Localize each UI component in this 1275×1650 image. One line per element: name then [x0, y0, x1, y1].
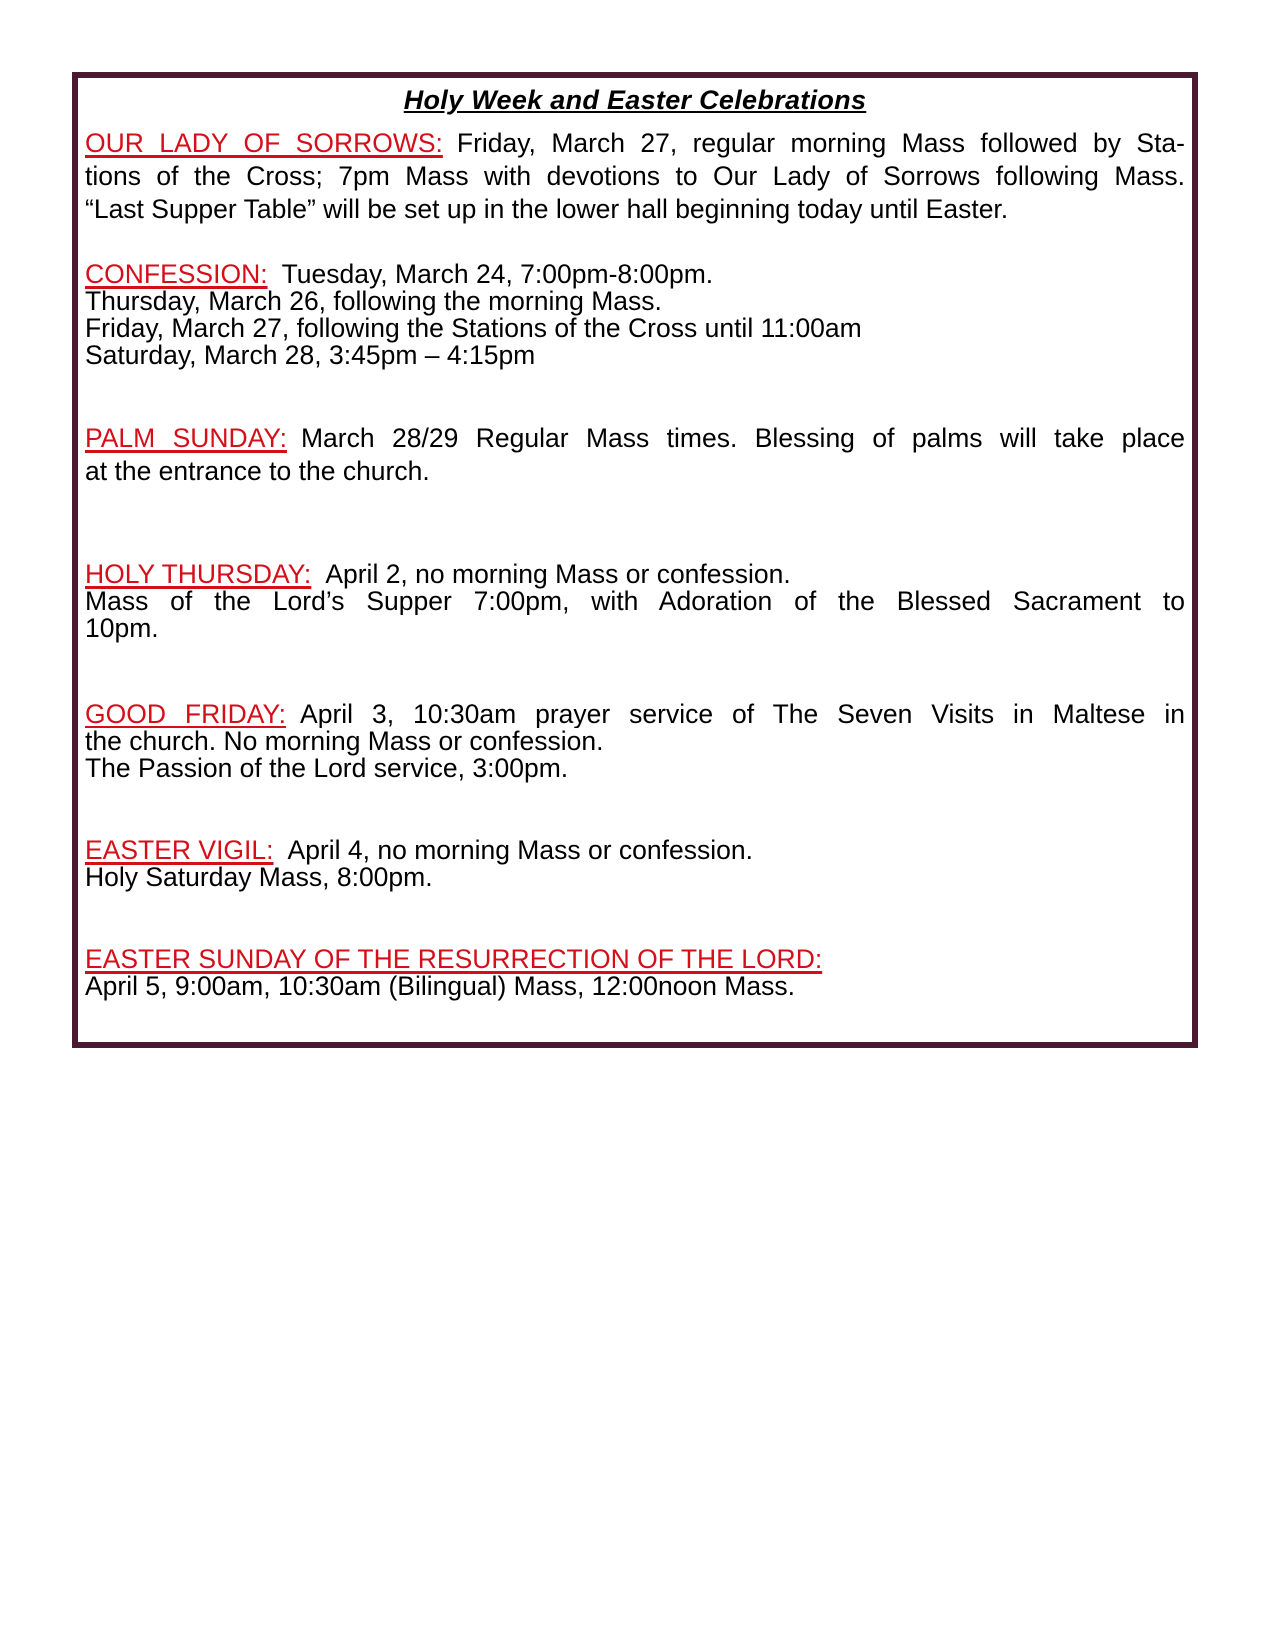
section-palm-sunday	[85, 422, 1185, 488]
section-line: April 5, 9:00am, 10:30am (Bilingual) Mass, 12:00noon Mass.	[85, 971, 795, 1001]
section-heading: PALM SUNDAY:	[85, 423, 287, 453]
section-heading: OUR LADY OF SORROWS:	[85, 128, 443, 158]
section-line: 10pm.	[85, 613, 159, 643]
section-easter-sunday	[85, 946, 1185, 1000]
section-confession	[85, 261, 1185, 369]
section-line	[85, 946, 1185, 973]
section-line: tions of the Cross; 7pm Mass with devotions to Our Lady of Sorrows following Mass.	[85, 161, 1185, 191]
section-line: GOOD FRIDAY: April 3, 10:30am prayer service of The Seven Visits in Maltese in	[85, 701, 1185, 728]
section-easter-vigil	[85, 837, 1185, 891]
section-line: Mass of the Lord’s Supper 7:00pm, with Adoration of the Blessed Sacrament to	[85, 588, 1185, 615]
section-line: Thursday, March 26, following the morning Mass.	[85, 286, 662, 316]
section-heading: EASTER VIGIL:	[85, 835, 274, 865]
section-heading: GOOD FRIDAY:	[85, 701, 287, 728]
section-heading: CONFESSION:	[85, 259, 268, 289]
section-line: EASTER VIGIL: April 4, no morning Mass or confession.	[85, 835, 753, 865]
section-holy-thursday	[85, 561, 1185, 642]
section-heading: EASTER SUNDAY OF THE RESURRECTION OF THE LORD:	[85, 944, 823, 974]
section-line: Holy Saturday Mass, 8:00pm.	[85, 862, 433, 892]
section-line: Friday, March 27, following the Stations of the Cross until 11:00am	[85, 313, 862, 343]
section-line: OUR LADY OF SORROWS: Friday, March 27, regular morning Mass followed by Sta-	[85, 128, 1185, 158]
section-line: PALM SUNDAY: March 28/29 Regular Mass times. Blessing of palms will take place	[85, 423, 1185, 453]
section-line: “Last Supper Table” will be set up in the lower hall beginning today until Easter.	[85, 194, 1009, 224]
section-line: The Passion of the Lord service, 3:00pm.	[85, 753, 569, 783]
section-line: HOLY THURSDAY: April 2, no morning Mass or confession.	[85, 559, 791, 589]
section-good-friday	[85, 701, 1185, 782]
page-title: Holy Week and Easter Celebrations	[403, 85, 867, 115]
section-line: Saturday, March 28, 3:45pm – 4:15pm	[85, 340, 536, 370]
section-heading: HOLY THURSDAY:	[85, 559, 312, 589]
section-line: at the entrance to the church.	[85, 456, 430, 486]
section-our-lady-of-sorrows	[85, 127, 1185, 226]
section-line: CONFESSION: Tuesday, March 24, 7:00pm-8:00pm.	[85, 259, 714, 289]
announcement-box	[72, 72, 1198, 1048]
section-line: the church. No morning Mass or confession.	[85, 726, 604, 756]
